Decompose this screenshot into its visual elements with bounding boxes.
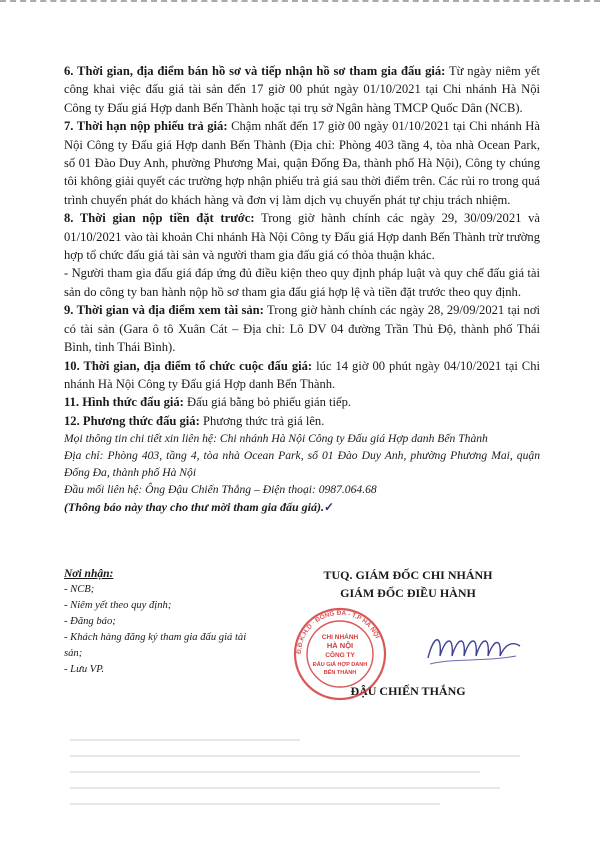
item-7 bbox=[64, 117, 540, 209]
item-text: Phương thức trả giá lên. bbox=[199, 413, 325, 428]
bleed-through-texture bbox=[0, 700, 600, 848]
signature-title-1: TUQ. GIÁM ĐỐC CHI NHÁNH bbox=[323, 568, 493, 582]
item-text: lúc 14 giờ 00 phút ngày 04/10/2021 tại Chi nhánh Hà Nội Công ty Đấu giá Hợp danh Bến Thành. bbox=[64, 358, 541, 391]
svg-text:ĐẤU GIÁ HỢP DANH: ĐẤU GIÁ HỢP DANH bbox=[312, 662, 368, 668]
scan-edge bbox=[0, 0, 600, 16]
item-label: 11. Hình thức đấu giá: bbox=[64, 395, 184, 410]
signer-name: ĐẬU CHIẾN THẮNG bbox=[350, 684, 466, 698]
recipient-item: - NCB; bbox=[64, 584, 95, 595]
item-label: 10. Thời gian, địa điểm tổ chức cuộc đấu giá: bbox=[64, 358, 313, 373]
item-12 bbox=[64, 412, 540, 430]
contact-address: Địa chỉ: Phòng 403, tầng 4, tòa nhà Ocean Park, số 01 Đào Duy Anh, phường Phương Mai, quận Đống Đa, thành phố Hà Nội bbox=[64, 449, 540, 480]
handwritten-tick-icon: ✓ bbox=[324, 500, 335, 515]
document-body bbox=[64, 62, 540, 517]
signature-title-2: GIÁM ĐỐC ĐIỀU HÀNH bbox=[340, 586, 476, 600]
svg-text:HÀ NỘI: HÀ NỘI bbox=[326, 641, 354, 650]
item-11 bbox=[64, 393, 540, 411]
item-text: Đấu giá bằng bỏ phiếu gián tiếp. bbox=[183, 395, 352, 410]
item-label: 8. Thời gian nộp tiền đặt trước: bbox=[64, 211, 255, 226]
recipient-item: - Lưu VP. bbox=[64, 664, 105, 675]
item-label: 12. Phương thức đấu giá: bbox=[64, 413, 200, 428]
item-label: 7. Thời hạn nộp phiếu trả giá: bbox=[64, 119, 228, 134]
item-label: 6. Thời gian, địa điểm bán hồ sơ và tiếp nhận hồ sơ tham gia đấu giá: bbox=[64, 64, 446, 78]
item-text: - Người tham gia đấu giá đáp ứng đủ điều kiện theo quy định pháp luật và quy chế đấu giá tài sản do công ty ban hành nộp hồ sơ tham gia đấu giá hợp lệ và tiền đặt trước theo quy định. bbox=[64, 266, 540, 299]
svg-text:Đ.Đ.K.H.D · ĐỐNG ĐA - T.P HÀ N: Đ.Đ.K.H.D · ĐỐNG ĐA - T.P HÀ NỘI bbox=[295, 609, 381, 655]
handwritten-signature-icon bbox=[424, 628, 524, 674]
svg-text:BẾN THÀNH: BẾN THÀNH bbox=[323, 670, 357, 676]
item-8-note bbox=[64, 264, 540, 301]
item-6 bbox=[64, 62, 540, 117]
recipient-item: - Đăng báo; bbox=[64, 616, 116, 627]
contact-person: Đầu mối liên hệ: Ông Đậu Chiến Thắng – Điện thoại: 0987.064.68 bbox=[64, 483, 377, 497]
recipients-block bbox=[64, 566, 264, 678]
closing-note: (Thông báo này thay cho thư mời tham gia đấu giá).✓ bbox=[64, 500, 335, 515]
item-text: Trong giờ hành chính các ngày 28, 29/09/2021 tại nơi có tài sản (Gara ô tô Xuân Cát – Địa chỉ: Lô DV 04 đường Trần Thủ Độ, thành phố Thái Bình, tỉnh Thái Bình). bbox=[64, 303, 540, 355]
recipient-item: - Khách hàng đăng ký tham gia đấu giá tài sản; bbox=[64, 632, 247, 659]
company-seal-icon bbox=[292, 606, 388, 702]
recipients-heading: Nơi nhận: bbox=[64, 568, 114, 580]
item-8 bbox=[64, 209, 540, 264]
item-9 bbox=[64, 301, 540, 356]
signature-area bbox=[64, 566, 540, 706]
svg-text:CHI NHÁNH: CHI NHÁNH bbox=[321, 634, 359, 641]
recipient-item: - Niêm yết theo quy định; bbox=[64, 600, 172, 611]
item-label: 9. Thời gian và địa điểm xem tài sản: bbox=[64, 303, 264, 318]
contact-info: Mọi thông tin chi tiết xin liên hệ: Chi nhánh Hà Nội Công ty Đấu giá Hợp danh Bến Thành bbox=[64, 432, 488, 446]
item-10 bbox=[64, 357, 540, 394]
item-text: Chậm nhất đến 17 giờ 00 ngày 01/10/2021 tại Chi nhánh Hà Nội Công ty Đấu giá Hợp danh Bến Thành (Địa chỉ: Phòng 403 tầng 4, tòa nhà Ocean Park, số 01 Đào Duy Anh, phường Phương Mai, quận Đống Đa, thành phố Hà Nội), Công ty chúng tôi không giải quyết các trường hợp nhận phiếu trả giá sau thời điểm trên. Các rủi ro trong quá trình chuyển phát do khách hàng và đơn vị làm dịch vụ chuyển phát tự chịu trách nhiệm. bbox=[64, 119, 540, 207]
item-text: Trong giờ hành chính các ngày 29, 30/09/2021 và 01/10/2021 vào tài khoản Chi nhánh Hà Nội Công ty Đấu giá Hợp danh Bến Thành trừ trường hợp tổ chức đấu giá tài sản và người tham gia đấu giá có thỏa thuận khác. bbox=[64, 211, 540, 263]
item-text: Từ ngày niêm yết công khai việc đấu giá tài sản đến 17 giờ 00 phút ngày 01/10/2021 tại Chi nhánh Hà Nội Công ty Đấu giá Hợp danh Bến Thành hoặc tại trụ sở Ngân hàng TMCP Quốc Dân (NCB). bbox=[64, 64, 540, 115]
svg-text:CÔNG TY: CÔNG TY bbox=[325, 652, 355, 659]
